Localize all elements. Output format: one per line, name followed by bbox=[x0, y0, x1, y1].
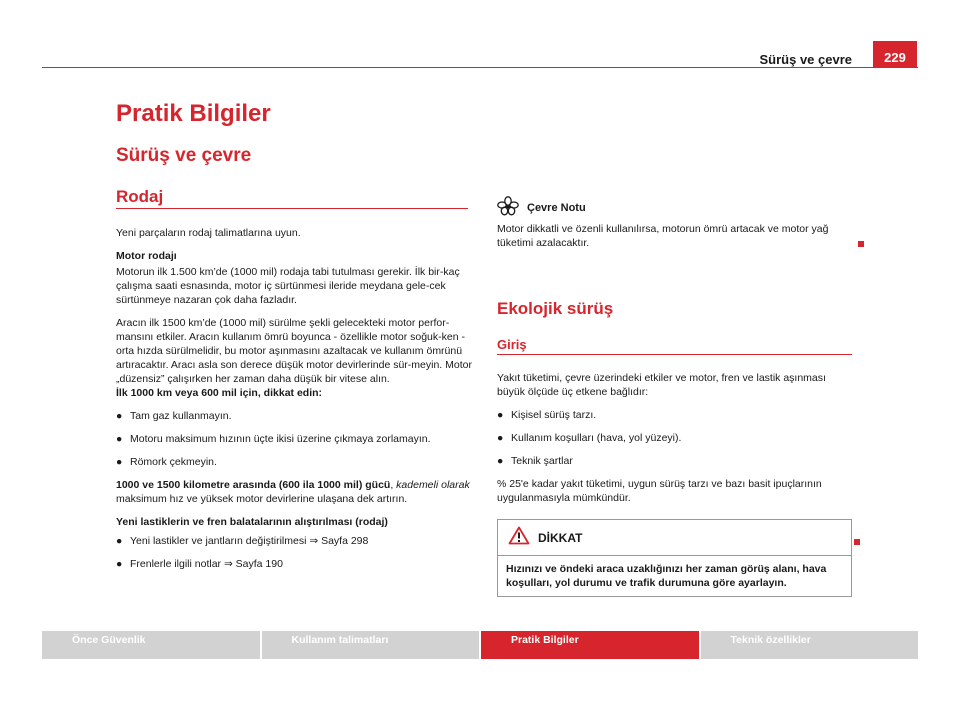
tyre-rodaj-heading: Yeni lastiklerin ve fren balatalarının alıştırılması (rodaj) bbox=[116, 516, 388, 528]
rodaj-heading: Rodaj bbox=[116, 187, 164, 206]
rodaj-rule bbox=[116, 208, 468, 209]
warning-box bbox=[497, 519, 852, 597]
tab-technical-specs[interactable]: Teknik özellikler bbox=[701, 631, 919, 659]
eco-paragraph-2: % 25'e kadar yakıt tüketimi, uygun sürüş tarzı ve bazı basit ipuçlarının uygulanmasıyla mümkündür. bbox=[497, 478, 822, 504]
tab-practical-info[interactable]: Pratik Bilgiler bbox=[481, 631, 699, 659]
environment-note-title: Çevre Notu bbox=[527, 202, 586, 214]
warning-text: Hızınızı ve öndeki araca uzaklığınızı her zaman görüş alanı, hava koşulları, yol durumu ve trafik durumuna göre ayarlayın. bbox=[506, 563, 827, 589]
warning-triangle-icon bbox=[508, 526, 530, 549]
bullet-icon: ● bbox=[497, 432, 504, 444]
motor-rodaj-heading: Motor rodajı bbox=[116, 250, 177, 262]
tab-safety[interactable]: Önce Güvenlik bbox=[42, 631, 260, 659]
bullet-icon: ● bbox=[116, 410, 123, 422]
footer-nav bbox=[42, 631, 918, 659]
end-marker-icon bbox=[854, 539, 860, 545]
page-number: 229 bbox=[873, 41, 917, 68]
bullet-icon: ● bbox=[497, 455, 504, 467]
left-column bbox=[116, 226, 472, 580]
bullet-icon: ● bbox=[116, 456, 123, 468]
list-item: ● Tam gaz kullanmayın. bbox=[116, 410, 232, 422]
right-column bbox=[497, 196, 852, 597]
list-item: ● Kişisel sürüş tarzı. bbox=[497, 409, 597, 421]
rodaj-intro: Yeni parçaların rodaj talimatlarına uyun. bbox=[116, 227, 301, 239]
giris-rule bbox=[497, 354, 852, 355]
rodaj-paragraph-3: 1000 ve 1500 kilometre arasında (600 ila 1000 mil) gücü, kademeli olarak maksimum hız ve yüksek motor devirlerine ulaşana dek artırın. bbox=[116, 479, 470, 505]
eco-driving-heading: Ekolojik sürüş bbox=[497, 299, 614, 318]
rodaj-paragraph-2-bold: İlk 1000 km veya 600 mil için, dikkat edin: bbox=[116, 387, 323, 399]
bullet-icon: ● bbox=[116, 535, 123, 547]
tab-operation[interactable]: Kullanım talimatları bbox=[262, 631, 480, 659]
end-marker-icon bbox=[858, 241, 864, 247]
warning-title: DİKKAT bbox=[538, 530, 583, 545]
list-item: ● Motoru maksimum hızının üçte ikisi üzerine çıkmaya zorlamayın. bbox=[116, 433, 431, 445]
running-header-title: Sürüş ve çevre bbox=[759, 52, 852, 67]
rodaj-paragraph-1: Motorun ilk 1.500 km’de (1000 mil) rodaja tabi tutulması gerekir. İlk bir-kaç çalışma saati esnasında, motor iç sürtünmesi ileride meydana gele-cek sürtünmeye nazaran çok daha fazladır. bbox=[116, 266, 460, 306]
warning-header bbox=[498, 520, 851, 556]
environment-note-text: Motor dikkatli ve özenli kullanılırsa, motorun ömrü artacak ve motor yağ tüketimi azalacaktır. bbox=[497, 223, 829, 249]
rodaj-paragraph-2: Aracın ilk 1500 km’de (1000 mil) sürülme şekli gelecekteki motor perfor-mansını etkiler. Aracın kullanım ömrü boyunca - özellikle motor soğuk-ken - orta hızda sürülmelidir, bu motor aşınmasını azaltacak ve kullanım ömrünü artıracaktır. Aracı asla son derece düşük motor devirlerinde sür-meyin. Motor „düzensiz” çalışırken her zaman daha düşük bir vitese alın. bbox=[116, 317, 472, 385]
list-item: ● Kullanım koşulları (hava, yol yüzeyi). bbox=[497, 432, 682, 444]
bullet-icon: ● bbox=[497, 409, 504, 421]
header-rule bbox=[42, 67, 918, 68]
giris-heading: Giriş bbox=[497, 337, 527, 352]
section-title: Sürüş ve çevre bbox=[116, 145, 252, 166]
list-item: ● Yeni lastikler ve jantların değiştirilmesi ⇒ Sayfa 298 bbox=[116, 535, 369, 547]
list-item: ● Römork çekmeyin. bbox=[116, 456, 217, 468]
environment-note-header bbox=[497, 196, 852, 220]
bullet-icon: ● bbox=[116, 558, 123, 570]
list-item: ● Frenlerle ilgili notlar ⇒ Sayfa 190 bbox=[116, 558, 283, 570]
list-item: ● Teknik şartlar bbox=[497, 455, 573, 467]
bullet-icon: ● bbox=[116, 433, 123, 445]
flower-icon bbox=[497, 196, 519, 220]
chapter-title: Pratik Bilgiler bbox=[116, 100, 271, 127]
eco-paragraph-1: Yakıt tüketimi, çevre üzerindeki etkiler ve motor, fren ve lastik aşınması büyük ölçüde üç etkene bağlıdır: bbox=[497, 372, 826, 398]
